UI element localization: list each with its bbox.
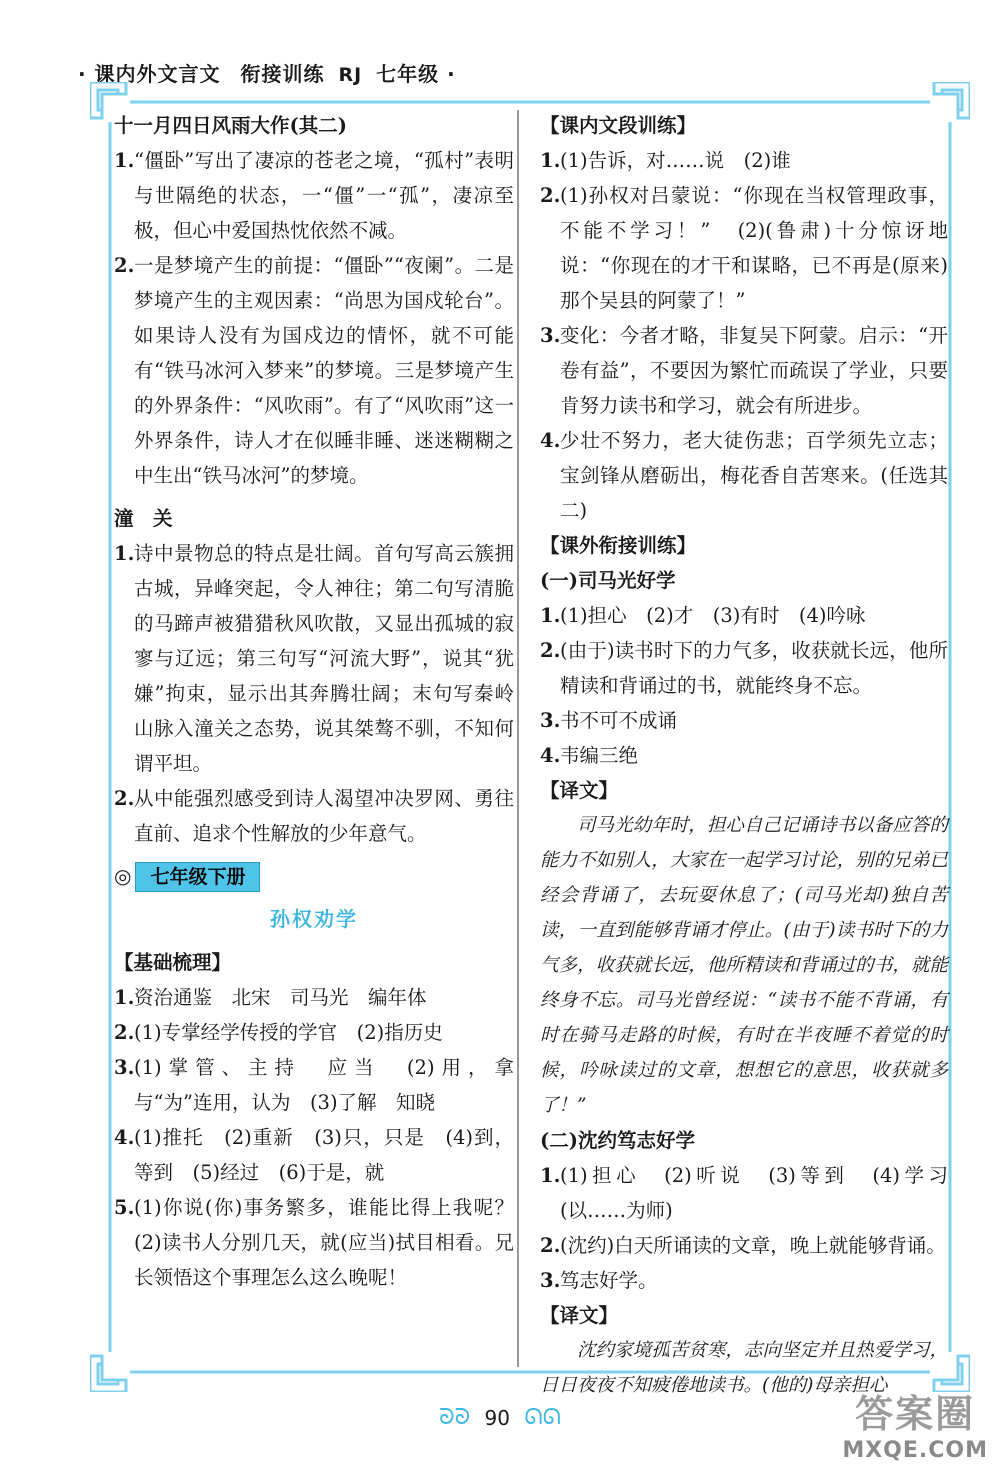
header-rj: RJ	[338, 64, 363, 86]
list-item: 1. (1)担心 (2)才 (3)有时 (4)吟咏	[540, 604, 866, 627]
list-item: 4. 韦编三绝	[540, 744, 639, 767]
list-item: 2. (由于)读书时下的力气多，收获就长远，他所精读和背诵过的书，就能终身不忘。	[540, 639, 948, 697]
list-item: 3. 笃志好学。	[540, 1269, 658, 1292]
list-item: 2. (1)孙权对吕蒙说：“你现在当权管理政事，不能不学习！” (2)(鲁肃)十分惊讶地说：“你现在的才干和谋略，已不再是(原来)那个吴县的阿蒙了！”	[540, 184, 948, 312]
translation-label: 【译文】	[540, 779, 619, 802]
header-grade: 七年级 ·	[376, 62, 456, 86]
list-item: 2. (1)专掌经学传授的学官 (2)指历史	[114, 1021, 443, 1044]
list-item: 2. 一是梦境产生的前提：“僵卧”“夜阑”。二是梦境产生的主观因素：“尚思为国戍轮台”。如果诗人没有为国戍边的情怀，就不可能有“铁马冰河入梦来”的梦境。三是梦境产生的外界条件：“风吹雨”。有了“风吹雨”这一外界条件，诗人才在似睡非睡、迷迷糊糊之中生出“铁马冰河”的梦境。	[114, 254, 514, 487]
translation-paragraph: 司马光幼年时，担心自己记诵诗书以备应答的能力不如别人，大家在一起学习讨论，别的兄弟已经会背诵了，去玩耍休息了；(司马光却)独自苦读，一直到能够背诵才停止。(由于)读书时下的力气多，收获就长远，他所精读和背诵过的书，就能终身不忘。司马光曾经说：“读书不能不背诵，有时在骑马走路的时候，有时在半夜睡不着觉的时候，吟咏读过的文章，想想它的意思，收获就多了！”	[540, 815, 948, 1116]
list-item: 5. (1)你说(你)事务繁多，谁能比得上我呢？(2)读书人分别几天，就(应当)拭目相看。兄长领悟这个事理怎么这么晚呢！	[114, 1196, 514, 1289]
list-item: 3. 变化：今者才略，非复吴下阿蒙。启示：“开卷有益”，不要因为繁忙而疏误了学业，只要肯努力读书和学习，就会有所进步。	[540, 324, 948, 417]
scroll-ornament-icon: ᘏᘏ	[524, 1405, 561, 1430]
list-item: 1. 资治通鉴 北宋 司马光 编年体	[114, 986, 427, 1009]
header-left: · 课内外文言文	[78, 62, 221, 86]
header-mid: 衔接训练	[240, 62, 325, 86]
list-item: 1. (1)告诉，对……说 (2)谁	[540, 149, 791, 172]
right-column	[540, 108, 948, 1403]
list-item: 3. 书不可不成诵	[540, 709, 678, 732]
section-title-tongguan: 潼 关	[114, 507, 173, 530]
section-title-extra: 【课外衔接训练】	[540, 534, 697, 557]
circle-icon: ◎	[114, 864, 132, 888]
translation-label: 【译文】	[540, 1304, 619, 1327]
list-item: 1. (1)担心 (2)听说 (3)等到 (4)学习(以……为师)	[540, 1164, 948, 1222]
watermark-title: 答案圈	[855, 1392, 976, 1436]
watermark-url: MXQE.COM	[842, 1438, 988, 1463]
list-item: 2. (沈约)白天所诵读的文章，晚上就能够背诵。	[540, 1234, 946, 1257]
list-item: 3. (1)掌管、主持 应当 (2)用，拿 与“为”连用，认为 (3)了解 知晓	[114, 1056, 534, 1114]
watermark	[842, 1383, 988, 1463]
list-item: 4. (1)推托 (2)重新 (3)只，只是 (4)到，等到 (5)经过 (6)于是，就	[114, 1126, 514, 1184]
section-title-storm: 十一月四日风雨大作(其二)	[114, 114, 347, 137]
list-item: 1. 诗中景物总的特点是壮阔。首句写高云簇拥古城，异峰突起，令人神往；第二句写清脆的马蹄声被猎猎秋风吹散，又显出孤城的寂寥与辽远；第三句写“河流大野”，说其“犹嫌”拘束，显示出其奔腾壮阔；末句写秦岭山脉入潼关之态势，说其桀骜不驯，不知何谓平坦。	[114, 542, 514, 775]
page-number: 90	[484, 1405, 510, 1430]
scroll-ornament-icon: ᘐᘐ	[439, 1405, 471, 1430]
list-item: 4. 少壮不努力，老大徒伤悲；百学须先立志；宝剑锋从磨砺出，梅花香自苦寒来。(任选其二)	[540, 429, 948, 522]
lesson-title: 孙权劝学	[270, 907, 358, 931]
translation-paragraph: 沈约家境孤苦贫寒，志向坚定并且热爱学习，日日夜夜不知疲倦地读书。(他的)母亲担心	[540, 1340, 948, 1396]
grade-banner	[114, 859, 514, 894]
section-title-basics: 【基础梳理】	[114, 951, 232, 974]
list-item: 1. “僵卧”写出了凄凉的苍老之境，“孤村”表明与世隔绝的状态，一“僵”一“孤”，凄凉至极，但心中爱国热忱依然不减。	[114, 149, 514, 242]
section-title-inclass: 【课内文段训练】	[540, 114, 697, 137]
left-column	[114, 108, 534, 1295]
list-item: 2. 从中能强烈感受到诗人渴望冲决罗网、勇往直前、追求个性解放的少年意气。	[114, 787, 514, 845]
grade-label: 七年级下册	[135, 862, 260, 892]
subsection-title-shenyue: (二)沈约笃志好学	[540, 1129, 695, 1152]
subsection-title-simaguang: (一)司马光好学	[540, 569, 676, 592]
